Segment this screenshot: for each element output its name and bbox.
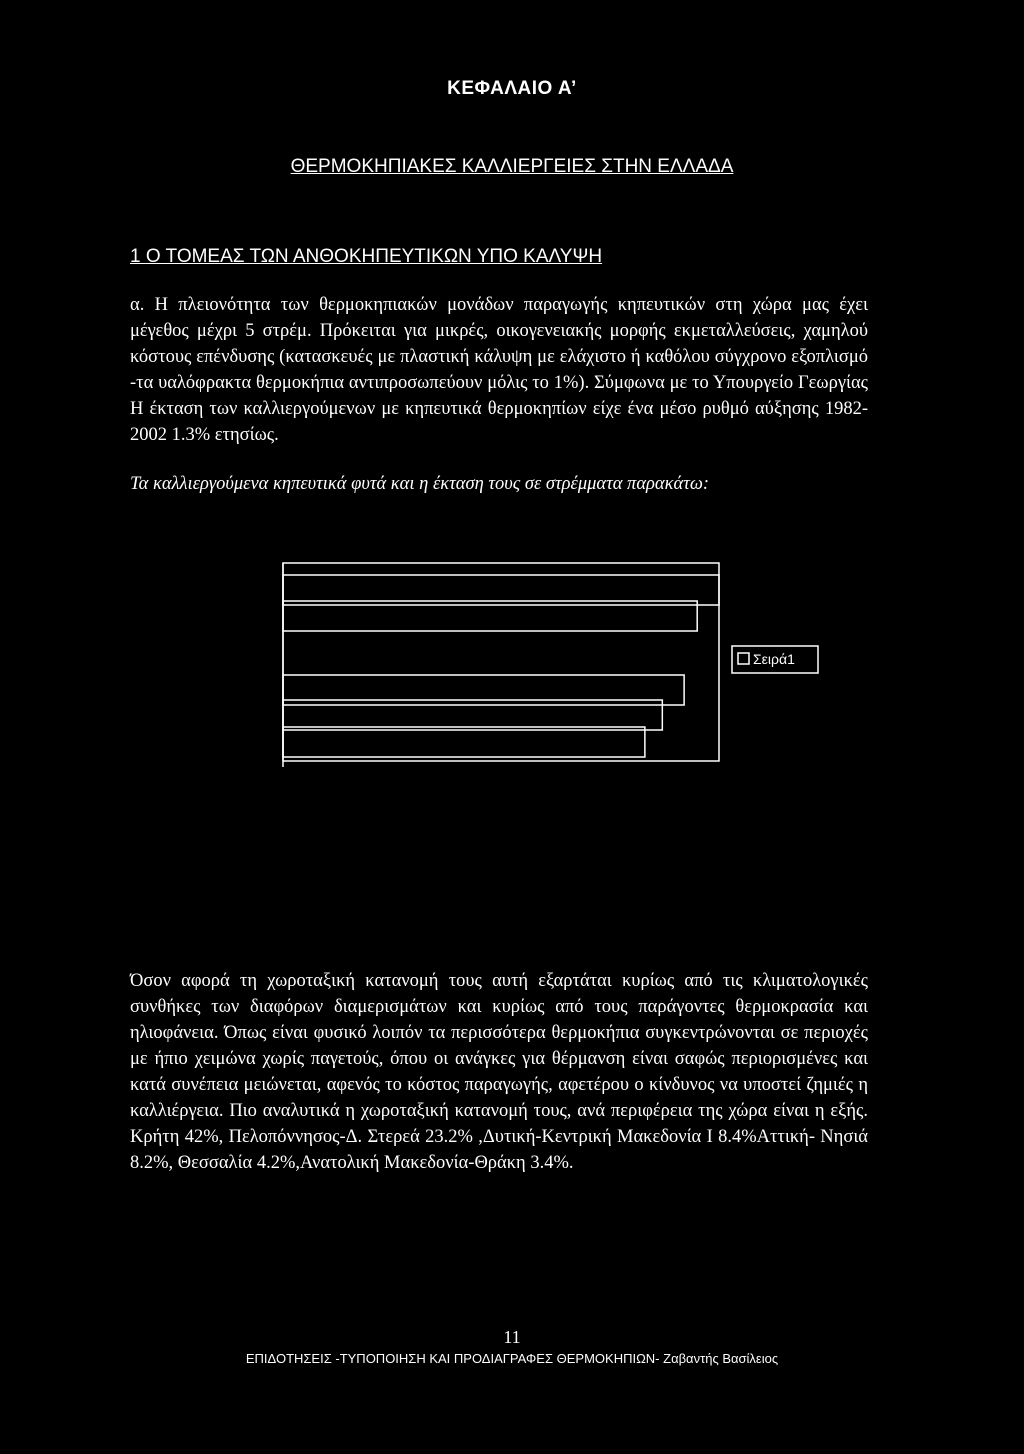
- legend: [732, 646, 818, 673]
- legend-label: Σειρά1: [753, 651, 795, 667]
- page-footer: ΕΠΙΔΟΤΗΣΕΙΣ -ΤΥΠΟΠΟΙΗΣΗ ΚΑΙ ΠΡΟΔΙΑΓΡΑΦΕΣ ΘΕΡΜΟΚΗΠΙΩΝ- Ζαβαντής Βασίλειος: [245, 1351, 779, 1366]
- bars-group: [283, 575, 719, 757]
- page-number: 11: [503, 1327, 521, 1347]
- bar-chart: [270, 555, 820, 775]
- section-heading: 1 Ο ΤΟΜΕΑΣ ΤΩΝ ΑΝΘΟΚΗΠΕΥΤΙΚΩΝ ΥΠΟ ΚΑΛΥΨΗ: [130, 246, 603, 267]
- chapter-heading: ΚΕΦΑΛΑΙΟ Α’: [447, 78, 577, 99]
- chart-caption: Τα καλλιεργούμενα κηπευτικά φυτά και η έκταση τους σε στρέμματα παρακάτω:: [130, 474, 710, 494]
- chart-plot-frame: [283, 563, 719, 761]
- bar: [283, 727, 645, 757]
- paragraph-distribution: Όσον αφορά τη χωροταξική κατανομή τους αυτή εξαρτάται κυρίως από τις κλιματολογικές συνθήκες των διαφόρων διαμερισμάτων και κυρίως από τους παράγοντες θερμοκρασία και ηλιοφάνεια. Όπως είναι φυσικό λοιπόν τα περισσότερα θερμοκήπια συγκεντρώνονται σε περιοχές με ήπιο χειμώνα χωρίς παγετούς, όπου οι ανάγκες για θέρμανση είναι σαφώς περιορισμένες και κατά συνέπεια μειώνεται, αφενός το κόστος παραγωγής, αφετέρου ο κίνδυνος να υποστεί ζημιές η καλλιέργεια. Πιο αναλυτικά η χωροταξική κατανομή τους, ανά περιφέρεια της χώρα είναι η εξής. Κρήτη 42%, Πελοπόννησος-Δ. Στερεά 23.2% ,Δυτική-Κεντρική Μακεδονία Ι 8.4%Αττική- Νησιά 8.2%, Θεσσαλία 4.2%,Ανατολική Μακεδονία-Θράκη 3.4%.: [130, 971, 868, 1173]
- document-title: ΘΕΡΜΟΚΗΠΙΑΚΕΣ ΚΑΛΛΙΕΡΓΕΙΕΣ ΣΤΗΝ ΕΛΛΑΔΑ: [290, 156, 734, 177]
- paragraph-intro: α. Η πλειονότητα των θερμοκηπιακών μονάδων παραγωγής κηπευτικών στη χώρα μας έχει μέγεθος μέχρι 5 στρέμ. Πρόκειται για μικρές, οικογενειακής μορφής εκμεταλλεύσεις, χαμηλού κόστους επένδυσης (κατασκευές με πλαστική κάλυψη με ελάχιστο ή καθόλου σύγχρονο εξοπλισμό -τα υαλόφρακτα θερμοκήπια αντιπροσωπεύουν μόλις το 1%). Σύμφωνα με το Υπουργείο Γεωργίας Η έκταση των καλλιεργούμενων με κηπευτικά θερμοκηπίων είχε ένα μέσο ρυθμό αύξησης 1982-2002 1.3% ετησίως.: [130, 295, 868, 445]
- legend-swatch: [738, 653, 749, 664]
